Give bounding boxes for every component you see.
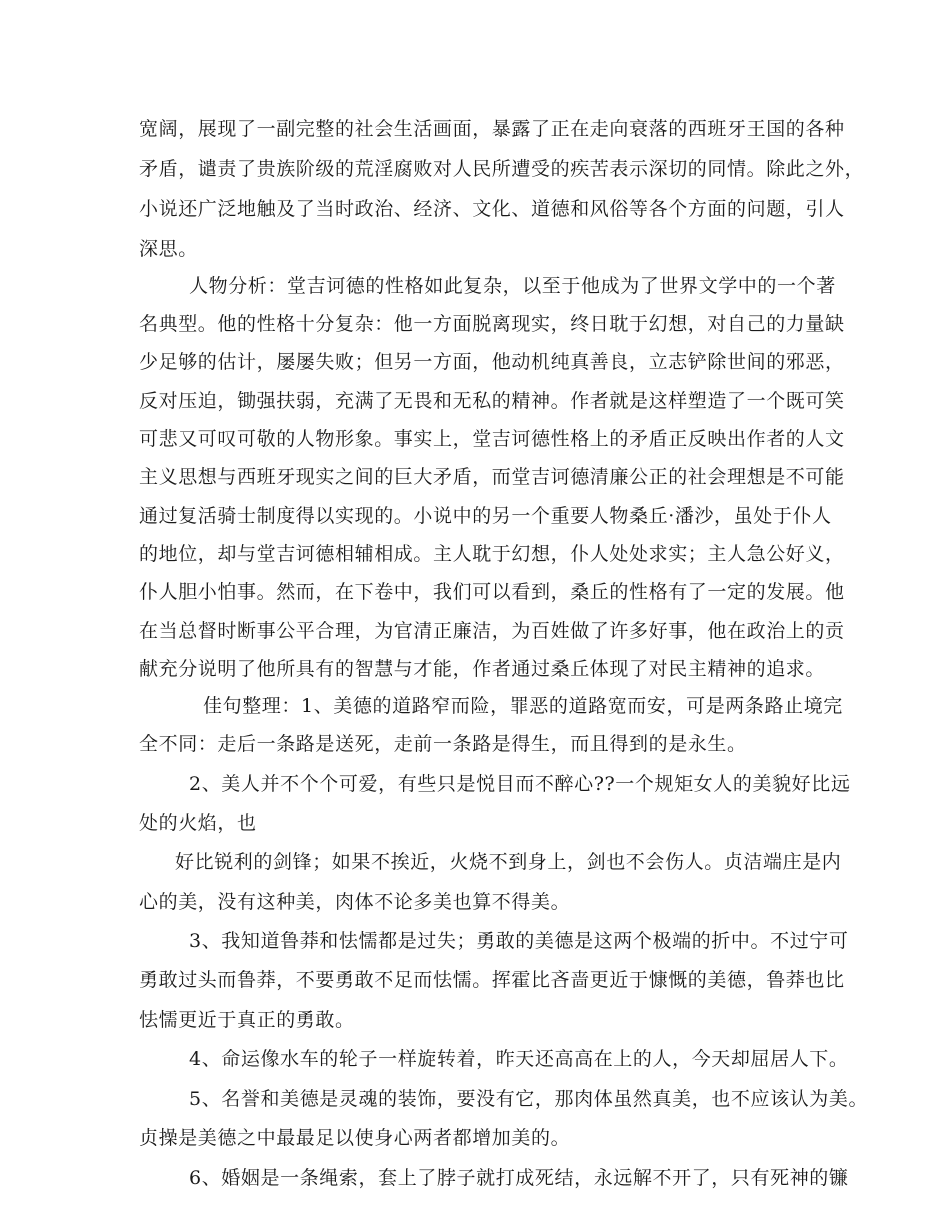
text-line: 5、名誉和美德是灵魂的装饰，要没有它，那肉体虽然真美，也不应该认为美。 <box>189 1088 869 1110</box>
text-line: 人物分析：堂吉诃德的性格如此复杂，以至于他成为了世界文学中的一个著 <box>189 275 836 297</box>
text-line: 可悲又可叹可敬的人物形象。事实上，堂吉诃德性格上的矛盾正反映出作者的人文 <box>139 428 845 450</box>
text-line: 好比锐利的剑锋；如果不挨近，火烧不到身上，剑也不会伤人。贞洁端庄是内 <box>175 851 842 873</box>
text-line: 怯懦更近于真正的勇敢。 <box>139 1009 355 1031</box>
text-line: 仆人胆小怕事。然而，在下卷中，我们可以看到，桑丘的性格有了一定的发展。他 <box>139 581 845 603</box>
text-line: 处的火焰，也 <box>139 812 257 834</box>
text-line: 心的美，没有这种美，肉体不论多美也算不得美。 <box>139 891 571 913</box>
text-line: 全不同：走后一条路是送死，走前一条路是得生，而且得到的是永生。 <box>139 733 747 755</box>
text-line: 4、命运像水车的轮子一样旋转着，昨天还高高在上的人，今天却屈居人下。 <box>189 1048 849 1070</box>
text-line: 的地位，却与堂吉诃德相辅相成。主人耽于幻想，仆人处处求实；主人急公好义， <box>139 543 845 565</box>
text-line: 6、婚姻是一条绳索，套上了脖子就打成死结，永远解不开了，只有死神的镰 <box>189 1167 849 1189</box>
text-line: 佳句整理：1、美德的道路窄而险，罪恶的道路宽而安，可是两条路止境完 <box>203 695 843 717</box>
text-line: 通过复活骑士制度得以实现的。小说中的另一个重要人物桑丘·潘沙，虽处于仆人 <box>139 505 832 527</box>
text-line: 贞操是美德之中最最足以使身心两者都增加美的。 <box>139 1127 571 1149</box>
text-line: 小说还广泛地触及了当时政治、经济、文化、道德和风俗等各个方面的问题，引人 <box>139 198 845 220</box>
text-line: 3、我知道鲁莽和怯懦都是过失；勇敢的美德是这两个极端的折中。不过宁可 <box>189 930 849 952</box>
text-line: 2、美人并不个个可爱，有些只是悦目而不醉心??一个规矩女人的美貌好比远 <box>189 773 851 795</box>
text-line: 献充分说明了他所具有的智慧与才能，作者通过桑丘体现了对民主精神的追求。 <box>139 658 826 680</box>
text-line: 深思。 <box>139 238 198 260</box>
text-line: 矛盾，谴责了贵族阶级的荒淫腐败对人民所遭受的疾苦表示深切的同情。除此之外， <box>139 158 865 180</box>
text-line: 宽阔，展现了一副完整的社会生活画面，暴露了正在走向衰落的西班牙王国的各种 <box>139 118 845 140</box>
text-line: 主义思想与西班牙现实之间的巨大矛盾，而堂吉诃德清廉公正的社会理想是不可能 <box>139 466 845 488</box>
text-line: 少足够的估计，屡屡失败；但另一方面，他动机纯真善良，立志铲除世间的邪恶， <box>139 351 845 373</box>
text-line: 在当总督时断事公平合理，为官清正廉洁，为百姓做了许多好事，他在政治上的贡 <box>139 620 845 642</box>
text-line: 反对压迫，锄强扶弱，充满了无畏和无私的精神。作者就是这样塑造了一个既可笑 <box>139 390 845 412</box>
text-line: 勇敢过头而鲁莽，不要勇敢不足而怯懦。挥霍比吝啬更近于慷慨的美德，鲁莽也比 <box>139 969 845 991</box>
text-line: 名典型。他的性格十分复杂：他一方面脱离现实，终日耽于幻想，对自己的力量缺 <box>139 313 845 335</box>
